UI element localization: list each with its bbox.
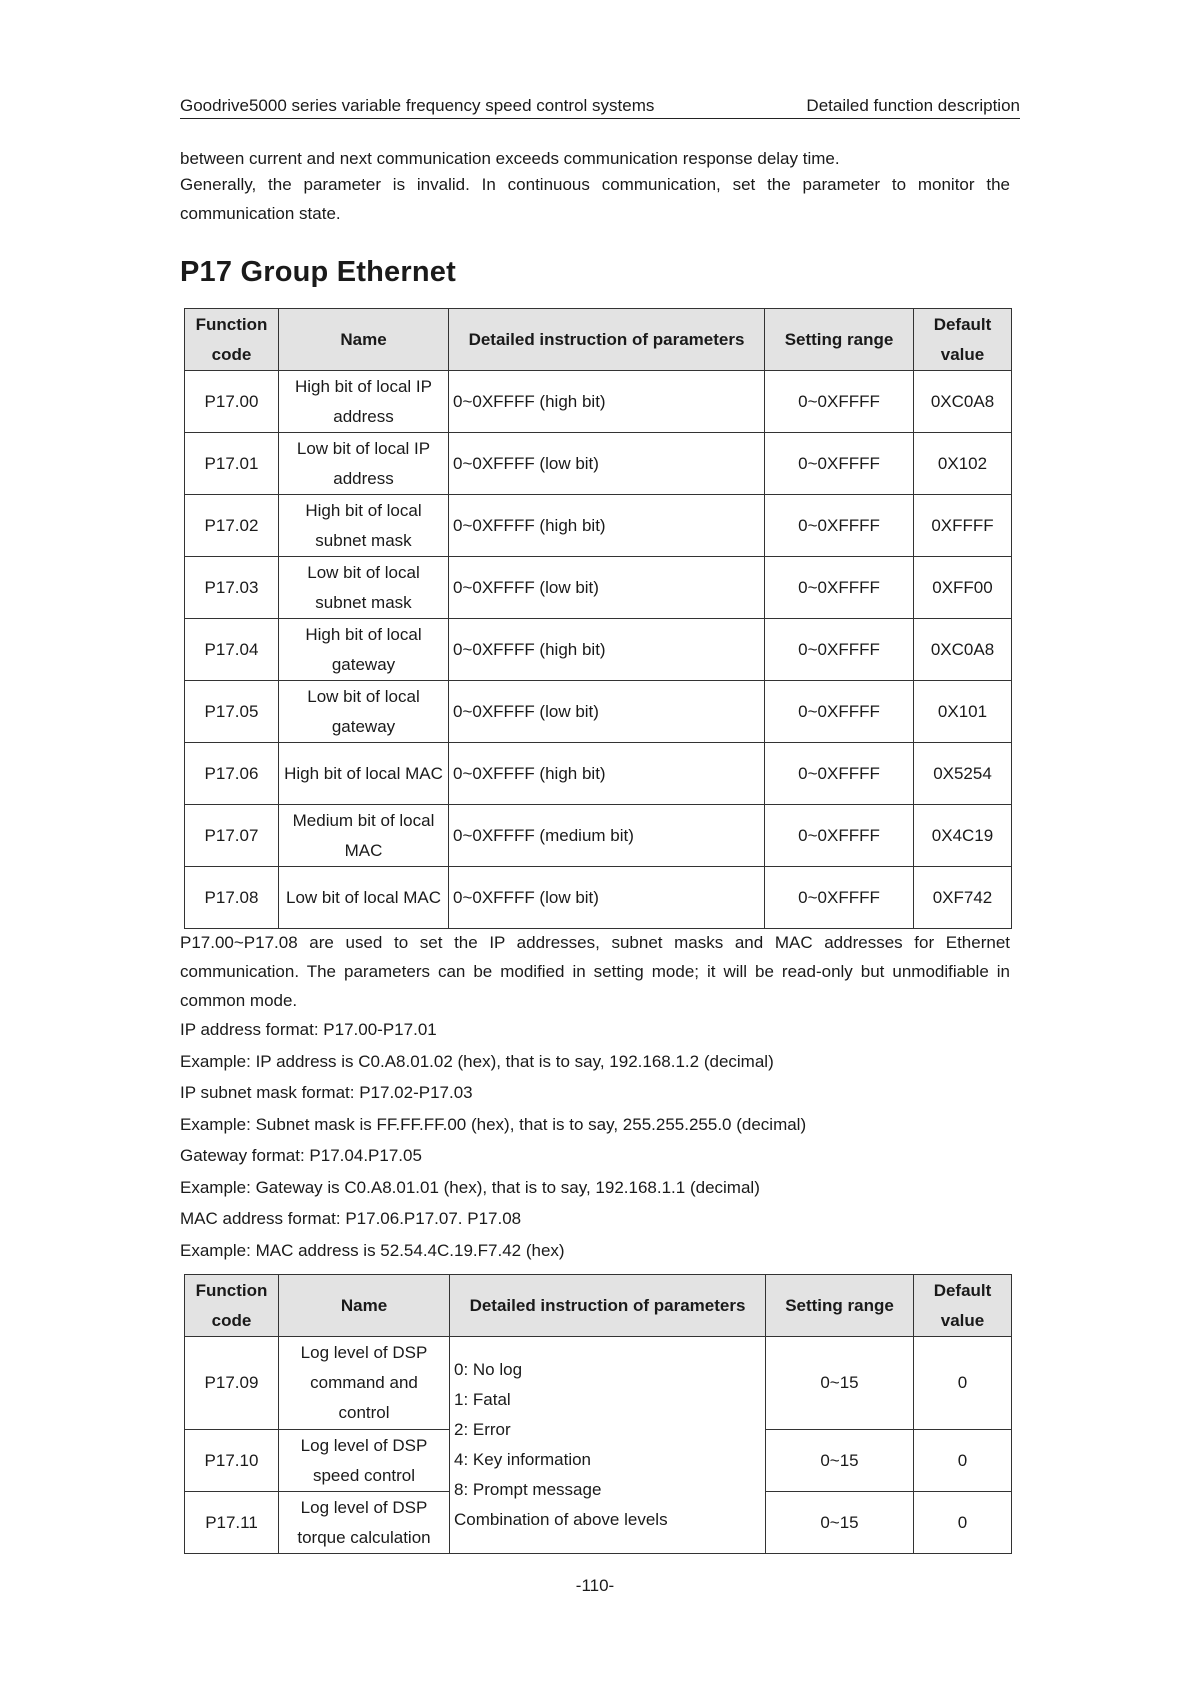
format-line: Example: IP address is C0.A8.01.02 (hex), that is to say, 192.168.1.2 (decimal)	[180, 1051, 774, 1071]
table-row	[185, 743, 1012, 805]
table-row	[185, 495, 1012, 557]
default-value: 0X101	[914, 681, 1012, 743]
function-code: P17.10	[185, 1430, 279, 1492]
function-code: P17.00	[185, 371, 279, 433]
log-level-item: 4: Key information	[454, 1450, 592, 1469]
parameter-detail: 0~0XFFFF (high bit)	[449, 371, 765, 433]
table-row	[185, 619, 1012, 681]
parameter-name: Low bit of local IP address	[279, 433, 449, 495]
setting-range: 0~0XFFFF	[765, 557, 914, 619]
setting-range: 0~0XFFFF	[765, 681, 914, 743]
intro-line-2: Generally, the parameter is invalid. In continuous communication, set the parameter to monitor the communication state.	[180, 175, 1010, 223]
log-level-item: 8: Prompt message	[454, 1480, 602, 1499]
setting-range: 0~15	[766, 1430, 914, 1492]
header-function-code: Function code	[185, 309, 279, 371]
header-default-value: Default value	[914, 1275, 1012, 1337]
function-code: P17.02	[185, 495, 279, 557]
parameter-name: High bit of local MAC	[279, 743, 449, 805]
log-level-item: Combination of above levels	[454, 1510, 668, 1529]
section-title: P17 Group Ethernet	[180, 256, 456, 288]
format-line: Example: Subnet mask is FF.FF.FF.00 (hex), that is to say, 255.255.255.0 (decimal)	[180, 1114, 807, 1134]
header-detailed-instruction: Detailed instruction of parameters	[450, 1275, 766, 1337]
setting-range: 0~0XFFFF	[765, 805, 914, 867]
function-code: P17.07	[185, 805, 279, 867]
table-header-row	[185, 1275, 1012, 1337]
description-paragraph: P17.00~P17.08 are used to set the IP addresses, subnet masks and MAC addresses for Ethernet communication. The parameters can be modified in setting mode; it will be read-only but unmodifiable in common mode.	[180, 933, 1010, 1010]
default-value: 0X4C19	[914, 805, 1012, 867]
table-row	[185, 1337, 1012, 1430]
table-row	[185, 557, 1012, 619]
parameter-detail: 0~0XFFFF (high bit)	[449, 619, 765, 681]
address-format-list	[180, 1014, 1010, 1266]
setting-range: 0~0XFFFF	[765, 743, 914, 805]
parameter-name: High bit of local IP address	[279, 371, 449, 433]
parameter-name: Log level of DSP torque calculation	[279, 1492, 450, 1554]
header-default-value: Default value	[914, 309, 1012, 371]
table-row	[185, 867, 1012, 929]
table-header-row	[185, 309, 1012, 371]
default-value: 0	[914, 1430, 1012, 1492]
function-code: P17.11	[185, 1492, 279, 1554]
default-value: 0	[914, 1337, 1012, 1430]
parameter-name: Low bit of local gateway	[279, 681, 449, 743]
default-value: 0XFFFF	[914, 495, 1012, 557]
page-number: -110-	[575, 1576, 615, 1595]
default-value: 0XFF00	[914, 557, 1012, 619]
setting-range: 0~0XFFFF	[765, 495, 914, 557]
default-value: 0XC0A8	[914, 371, 1012, 433]
default-value: 0	[914, 1492, 1012, 1554]
format-line: MAC address format: P17.06.P17.07. P17.08	[180, 1209, 522, 1228]
format-line: Gateway format: P17.04.P17.05	[180, 1146, 422, 1165]
setting-range: 0~0XFFFF	[765, 867, 914, 929]
parameter-detail: 0~0XFFFF (high bit)	[449, 743, 765, 805]
setting-range: 0~15	[766, 1492, 914, 1554]
header-name: Name	[279, 1275, 450, 1337]
default-value: 0XC0A8	[914, 619, 1012, 681]
parameter-name: High bit of local gateway	[279, 619, 449, 681]
table-row	[185, 433, 1012, 495]
setting-range: 0~0XFFFF	[765, 433, 914, 495]
log-level-parameter-table	[184, 1274, 1012, 1554]
setting-range: 0~0XFFFF	[765, 619, 914, 681]
log-level-item: 2: Error	[454, 1420, 511, 1439]
parameter-detail: 0~0XFFFF (medium bit)	[449, 805, 765, 867]
page-header	[180, 92, 1020, 119]
parameter-name: Log level of DSP speed control	[279, 1430, 450, 1492]
function-code: P17.06	[185, 743, 279, 805]
function-code: P17.03	[185, 557, 279, 619]
default-value: 0X5254	[914, 743, 1012, 805]
function-code: P17.04	[185, 619, 279, 681]
table-row	[185, 681, 1012, 743]
log-level-detail	[450, 1337, 766, 1554]
function-code: P17.01	[185, 433, 279, 495]
format-line: Example: MAC address is 52.54.4C.19.F7.42 (hex)	[180, 1240, 565, 1260]
header-setting-range: Setting range	[766, 1275, 914, 1337]
function-code: P17.08	[185, 867, 279, 929]
setting-range: 0~15	[766, 1337, 914, 1430]
log-level-item: 0: No log	[454, 1360, 523, 1379]
parameter-name: High bit of local subnet mask	[279, 495, 449, 557]
default-value: 0X102	[914, 433, 1012, 495]
default-value: 0XF742	[914, 867, 1012, 929]
header-setting-range: Setting range	[765, 309, 914, 371]
parameter-name: Medium bit of local MAC	[279, 805, 449, 867]
header-left-text: Goodrive5000 series variable frequency speed control systems	[180, 96, 655, 115]
parameter-name: Low bit of local MAC	[279, 867, 449, 929]
parameter-detail: 0~0XFFFF (low bit)	[449, 867, 765, 929]
parameter-detail: 0~0XFFFF (high bit)	[449, 495, 765, 557]
table-row	[185, 371, 1012, 433]
format-line: IP subnet mask format: P17.02-P17.03	[180, 1083, 473, 1102]
ethernet-parameter-table	[184, 308, 1012, 929]
table-row	[185, 805, 1012, 867]
header-function-code: Function code	[185, 1275, 279, 1337]
function-code: P17.09	[185, 1337, 279, 1430]
format-line: IP address format: P17.00-P17.01	[180, 1020, 437, 1039]
function-code: P17.05	[185, 681, 279, 743]
log-level-item: 1: Fatal	[454, 1390, 511, 1409]
parameter-detail: 0~0XFFFF (low bit)	[449, 433, 765, 495]
header-name: Name	[279, 309, 449, 371]
parameter-name: Low bit of local subnet mask	[279, 557, 449, 619]
header-detailed-instruction: Detailed instruction of parameters	[449, 309, 765, 371]
parameter-name: Log level of DSP command and control	[279, 1337, 450, 1430]
intro-line-1: between current and next communication exceeds communication response delay time.	[180, 149, 840, 168]
header-right-text: Detailed function description	[806, 96, 1020, 115]
setting-range: 0~0XFFFF	[765, 371, 914, 433]
parameter-detail: 0~0XFFFF (low bit)	[449, 681, 765, 743]
format-line: Example: Gateway is C0.A8.01.01 (hex), that is to say, 192.168.1.1 (decimal)	[180, 1177, 760, 1197]
parameter-detail: 0~0XFFFF (low bit)	[449, 557, 765, 619]
